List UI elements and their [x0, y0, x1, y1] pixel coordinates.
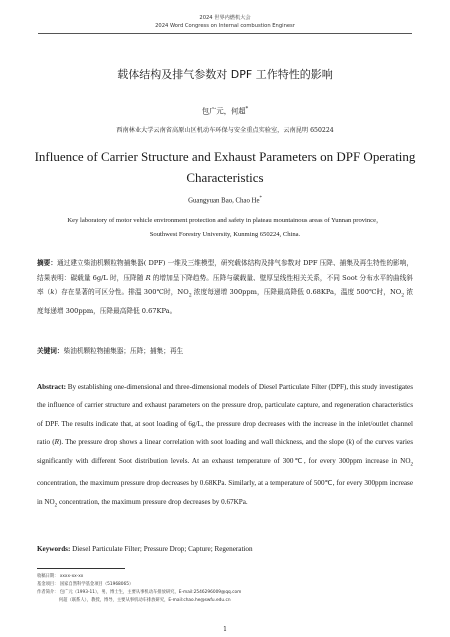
page-number: 1	[223, 626, 227, 633]
abstract-en: Abstract: By establishing one-dimensional and three-dimensional models of Diesel Particulate Filter (DPF), this study investigates the influence of carrier structure and exhaust parameters on the pressure drop, particulate capture, and regeneration characteristics of DPF. The results indicate that, at soot loading of 6g/L, the pressure drop decreases with the increase in the inlet/outlet channel ratio (R). The pressure drop shows a linear correlation with soot loading and wall thickness, and the slope (k) of the curves varies significantly with different Soot distribution levels. At an exhaust temperature of 300℃, for every 300ppm increase in $NO_2$ concentration, the maximum pressure drop decreases by 0.68KPa. Similarly, at a temperature of 500℃, for every 300ppm increase in $NO_2$ concentration, the maximum pressure drop decreases by 0.67KPa.	[37, 383, 413, 509]
footnote-fund: 基金项目： 国家自然科学基金项目（51968065）	[37, 582, 134, 587]
title-en: Influence of Carrier Structure and Exhaust Parameters on DPF Operating Characteristics	[34, 149, 416, 185]
footnote-author2: 何超（联系人），教授，博导，主要从事机动车排放研究，E-mail:chao.he@swfu.edu.cn	[37, 598, 231, 603]
affiliation-cn: 西南林业大学云南省高原山区机动车环保与安全重点实验室，云南昆明 650224	[116, 127, 334, 134]
footnote-rule	[37, 568, 125, 569]
title-cn: 载体结构及排气参数对 DPF 工作特性的影响	[117, 68, 333, 81]
header-conference-en: 2024 Word Congress on Internal combustion Enginesr	[155, 23, 295, 29]
keywords-en: Keywords: Diesel Particulate Filter; Pressure Drop; Capture; Regeneration	[37, 545, 253, 553]
abstract-cn: 摘要：通过建立柴油机颗粒物捕集器( DPF) 一维及三维模型，研究载体结构及排气参数对 DPF 压降、捕集及再生特性的影响，结果表明：碳载量 6g/L 时，压降随 R 的增加呈下降趋势。压降与碳载量、壁厚呈线性相关关系，不同 Soot 分布水平的曲线斜率（k）存在显著的可区分性。排温 300℃时，$NO_2$ 浓度每递增 300ppm，压降最高降低 0.68KPa，温度 500℃时，$NO_2$ 浓度每递增 300ppm，压降最高降低 0.67KPa。	[37, 259, 413, 315]
header-conference-cn: 2024 世界内燃机大会	[199, 15, 251, 21]
keywords-cn: 关键词：柴油机颗粒物捕集器；压降；捕集；再生	[37, 347, 184, 355]
header-rule	[38, 33, 412, 34]
authors-cn: 包广元，何超*	[201, 106, 249, 116]
footnote-author1: 作者简介： 包广元（1993-11），男，博士生，主要从事机动车排放研究，E-mail:2546296009@qq.com	[37, 590, 242, 595]
footnote-received: 收稿日期： xxxx-xx-xx	[37, 574, 84, 579]
affiliation-en-line2: Southwest Forestry University, Kunming 650224, China.	[149, 231, 301, 238]
affiliation-en-line1: Key laboratory of motor vehicle environment protection and safety in plateau mountainous areas of Yunnan province，	[67, 217, 383, 224]
authors-en: Guangyuan Bao, Chao He*	[188, 196, 262, 205]
